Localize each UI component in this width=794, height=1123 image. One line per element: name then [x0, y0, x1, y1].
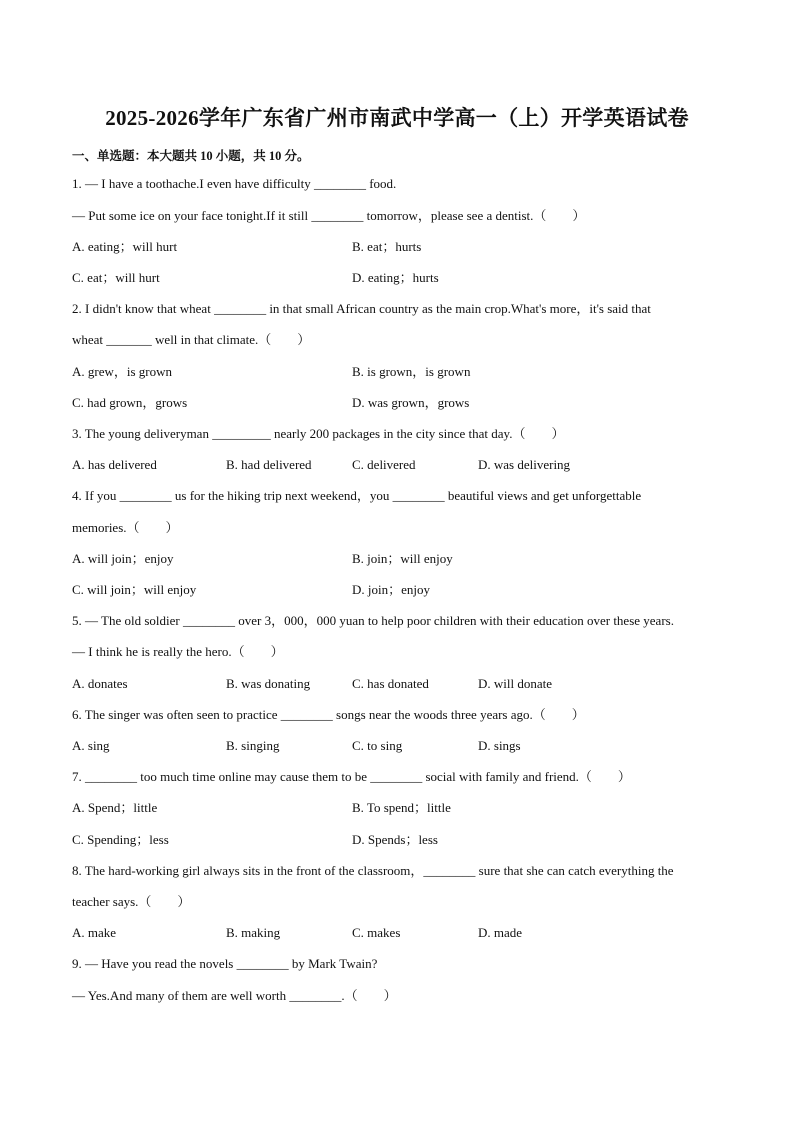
question-3-option-b: B. had delivered: [226, 457, 312, 472]
question-1-option-b: B. eat；hurts: [352, 239, 422, 254]
question-6-option-a: A. sing: [72, 738, 110, 753]
question-7-option-d: D. Spends；less: [352, 832, 438, 847]
question-1-line-1: 1. — I have a toothache.I even have difficulty ________ food.: [72, 176, 397, 191]
question-8-option-a: A. make: [72, 925, 117, 940]
question-3-option-c: C. delivered: [352, 457, 416, 472]
question-8-option-b: B. making: [226, 925, 281, 940]
question-1-line-2: — Put some ice on your face tonight.If it still ________ tomorrow，please see a dentist.（ ）: [72, 208, 586, 223]
exam-title: 2025-2026学年广东省广州市南武中学高一（上）开学英语试卷: [105, 106, 689, 130]
question-6-option-d: D. sings: [478, 738, 521, 753]
question-2-option-b: B. is grown，is grown: [352, 364, 471, 379]
question-6-option-c: C. to sing: [352, 738, 403, 753]
question-8-option-d: D. made: [478, 925, 523, 940]
section-heading: 一、单选题：本大题共 10 小题，共 10 分。: [72, 149, 310, 163]
question-5-option-c: C. has donated: [352, 676, 429, 691]
question-9-line-1: 9. — Have you read the novels ________ by Mark Twain?: [72, 956, 378, 971]
question-3-option-a: A. has delivered: [72, 457, 157, 472]
question-7-option-b: B. To spend；little: [352, 800, 451, 815]
question-4-option-d: D. join；enjoy: [352, 582, 430, 597]
question-7-option-a: A. Spend；little: [72, 800, 158, 815]
question-8-option-c: C. makes: [352, 925, 401, 940]
question-9-line-2: — Yes.And many of them are well worth ________.（ ）: [72, 988, 397, 1003]
question-5-option-b: B. was donating: [226, 676, 311, 691]
question-5-line-1: 5. — The old soldier ________ over 3，000，000 yuan to help poor children with their education over these years.: [72, 613, 674, 628]
question-4-option-b: B. join；will enjoy: [352, 551, 453, 566]
question-2-line-1: 2. I didn't know that wheat ________ in that small African country as the main crop.What's more，it's said that: [72, 301, 651, 316]
question-7-option-c: C. Spending；less: [72, 832, 169, 847]
question-5-option-d: D. will donate: [478, 676, 553, 691]
question-7-line-1: 7. ________ too much time online may cause them to be ________ social with family and friend.（ ）: [72, 769, 631, 784]
question-5-option-a: A. donates: [72, 676, 128, 691]
question-5-line-2: — I think he is really the hero.（ ）: [72, 644, 284, 659]
question-4-option-c: C. will join；will enjoy: [72, 582, 197, 597]
question-4-line-1: 4. If you ________ us for the hiking trip next weekend，you ________ beautiful views and get unforgettable: [72, 488, 642, 503]
question-3-option-d: D. was delivering: [478, 457, 571, 472]
question-2-line-2: wheat _______ well in that climate.（ ）: [72, 332, 311, 347]
question-8-line-2: teacher says.（ ）: [72, 894, 191, 909]
question-4-option-a: A. will join；enjoy: [72, 551, 174, 566]
question-3-line-1: 3. The young deliveryman _________ nearly 200 packages in the city since that day.（ ）: [72, 426, 565, 441]
question-6-line-1: 6. The singer was often seen to practice ________ songs near the woods three years ago.（ ）: [72, 707, 585, 722]
question-2-option-c: C. had grown，grows: [72, 395, 188, 410]
question-1-option-a: A. eating；will hurt: [72, 239, 178, 254]
question-2-option-a: A. grew，is grown: [72, 364, 173, 379]
question-6-option-b: B. singing: [226, 738, 280, 753]
question-2-option-d: D. was grown，grows: [352, 395, 470, 410]
question-4-line-2: memories.（ ）: [72, 520, 179, 535]
question-8-line-1: 8. The hard-working girl always sits in the front of the classroom，________ sure that she can catch everything the: [72, 863, 674, 878]
question-1-option-d: D. eating；hurts: [352, 270, 439, 285]
question-1-option-c: C. eat；will hurt: [72, 270, 160, 285]
